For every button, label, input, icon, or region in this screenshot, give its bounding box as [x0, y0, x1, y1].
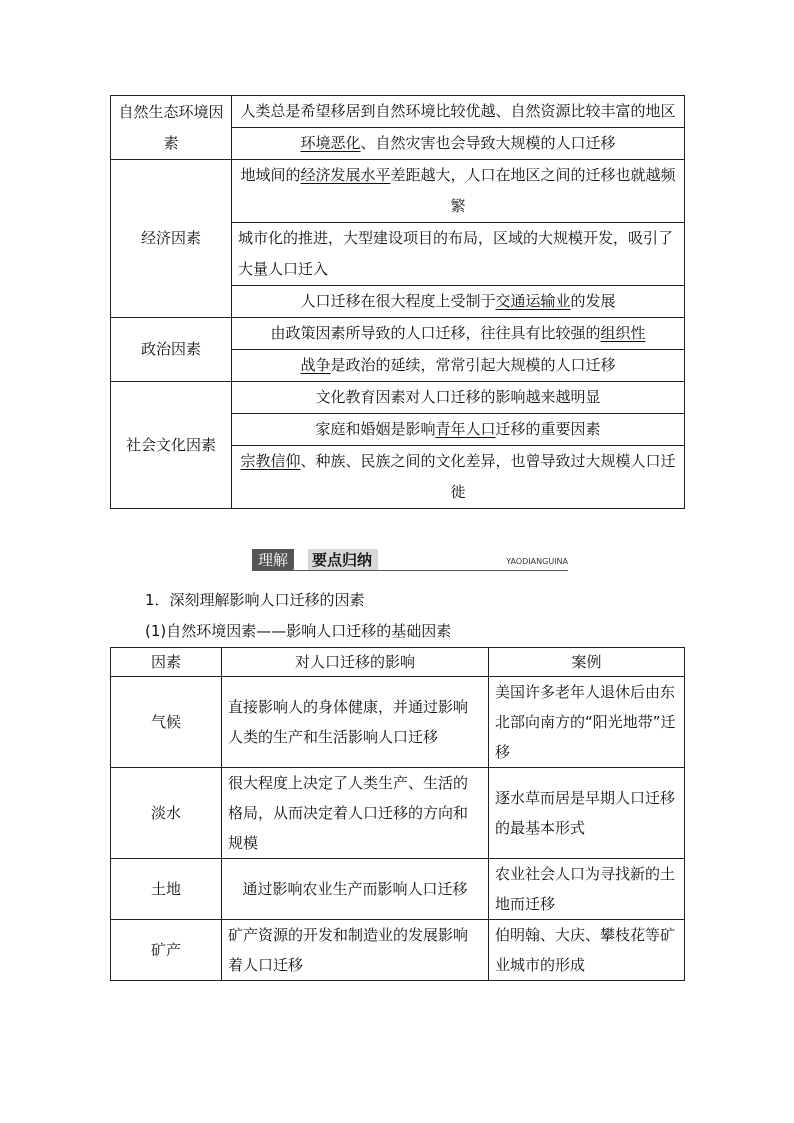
column-header: 案例 — [489, 648, 685, 677]
factor-item: 由政策因素所导致的人口迁移，往往具有比较强的组织性 — [232, 318, 685, 350]
impact-cell: 通过影响农业生产而影响人口迁移 — [222, 859, 489, 920]
section-heading: 1．深刻理解影响人口迁移的因素 — [145, 591, 365, 609]
factor-item: 家庭和婚姻是影响青年人口迁移的重要因素 — [232, 414, 685, 446]
factor-item: 文化教育因素对人口迁移的影响越来越明显 — [232, 382, 685, 414]
factor-category: 社会文化因素 — [111, 382, 232, 509]
factor-item: 人口迁移在很大程度上受制于交通运输业的发展 — [232, 286, 685, 318]
banner-underline — [252, 570, 568, 571]
impact-cell: 矿产资源的开发和制造业的发展影响着人口迁移 — [222, 920, 489, 981]
case-cell: 伯明翰、大庆、攀枝花等矿业城市的形成 — [489, 920, 685, 981]
column-header: 因素 — [111, 648, 222, 677]
banner-tag-summary: 要点归纳 — [308, 549, 378, 571]
impact-cell: 直接影响人的身体健康，并通过影响人类的生产和生活影响人口迁移 — [222, 677, 489, 768]
table-row — [111, 677, 685, 768]
impact-cell: 很大程度上决定了人类生产、生活的格局，从而决定着人口迁移的方向和规模 — [222, 768, 489, 859]
factor-category: 自然生态环境因素 — [111, 96, 232, 160]
factor-item: 人类总是希望移居到自然环境比较优越、自然资源比较丰富的地区 — [232, 96, 685, 128]
factor-cell: 矿产 — [111, 920, 222, 981]
table-row — [111, 382, 685, 414]
table-row — [111, 768, 685, 859]
case-cell: 美国许多老年人退休后由东北部向南方的“阳光地带”迁移 — [489, 677, 685, 768]
environment-table — [110, 647, 685, 981]
factor-category: 政治因素 — [111, 318, 232, 382]
table-row — [111, 160, 685, 223]
banner-pinyin: YAODIANGUINA — [506, 557, 568, 566]
factor-cell: 土地 — [111, 859, 222, 920]
column-header: 对人口迁移的影响 — [222, 648, 489, 677]
factor-cell: 气候 — [111, 677, 222, 768]
factor-item: 地域间的经济发展水平差距越大，人口在地区之间的迁移也就越频繁 — [232, 160, 685, 223]
factor-table — [110, 95, 685, 509]
table-row — [111, 318, 685, 350]
banner-tag-understand: 理解 — [252, 549, 294, 571]
section-banner — [252, 549, 568, 571]
factor-item: 宗教信仰、种族、民族之间的文化差异，也曾导致过大规模人口迁徙 — [232, 446, 685, 509]
case-cell: 农业社会人口为寻找新的土地而迁移 — [489, 859, 685, 920]
table-row — [111, 920, 685, 981]
factor-item: 战争是政治的延续，常常引起大规模的人口迁移 — [232, 350, 685, 382]
table-row — [111, 859, 685, 920]
factor-item: 城市化的推进，大型建设项目的布局，区域的大规模开发，吸引了大量人口迁入 — [232, 223, 685, 286]
factor-item: 环境恶化、自然灾害也会导致大规模的人口迁移 — [232, 128, 685, 160]
table-header-row — [111, 648, 685, 677]
banner-divider — [293, 549, 309, 571]
table-row — [111, 96, 685, 128]
factor-cell: 淡水 — [111, 768, 222, 859]
case-cell: 逐水草而居是早期人口迁移的最基本形式 — [489, 768, 685, 859]
factor-category: 经济因素 — [111, 160, 232, 318]
section-subheading: (1)自然环境因素——影响人口迁移的基础因素 — [145, 622, 452, 640]
